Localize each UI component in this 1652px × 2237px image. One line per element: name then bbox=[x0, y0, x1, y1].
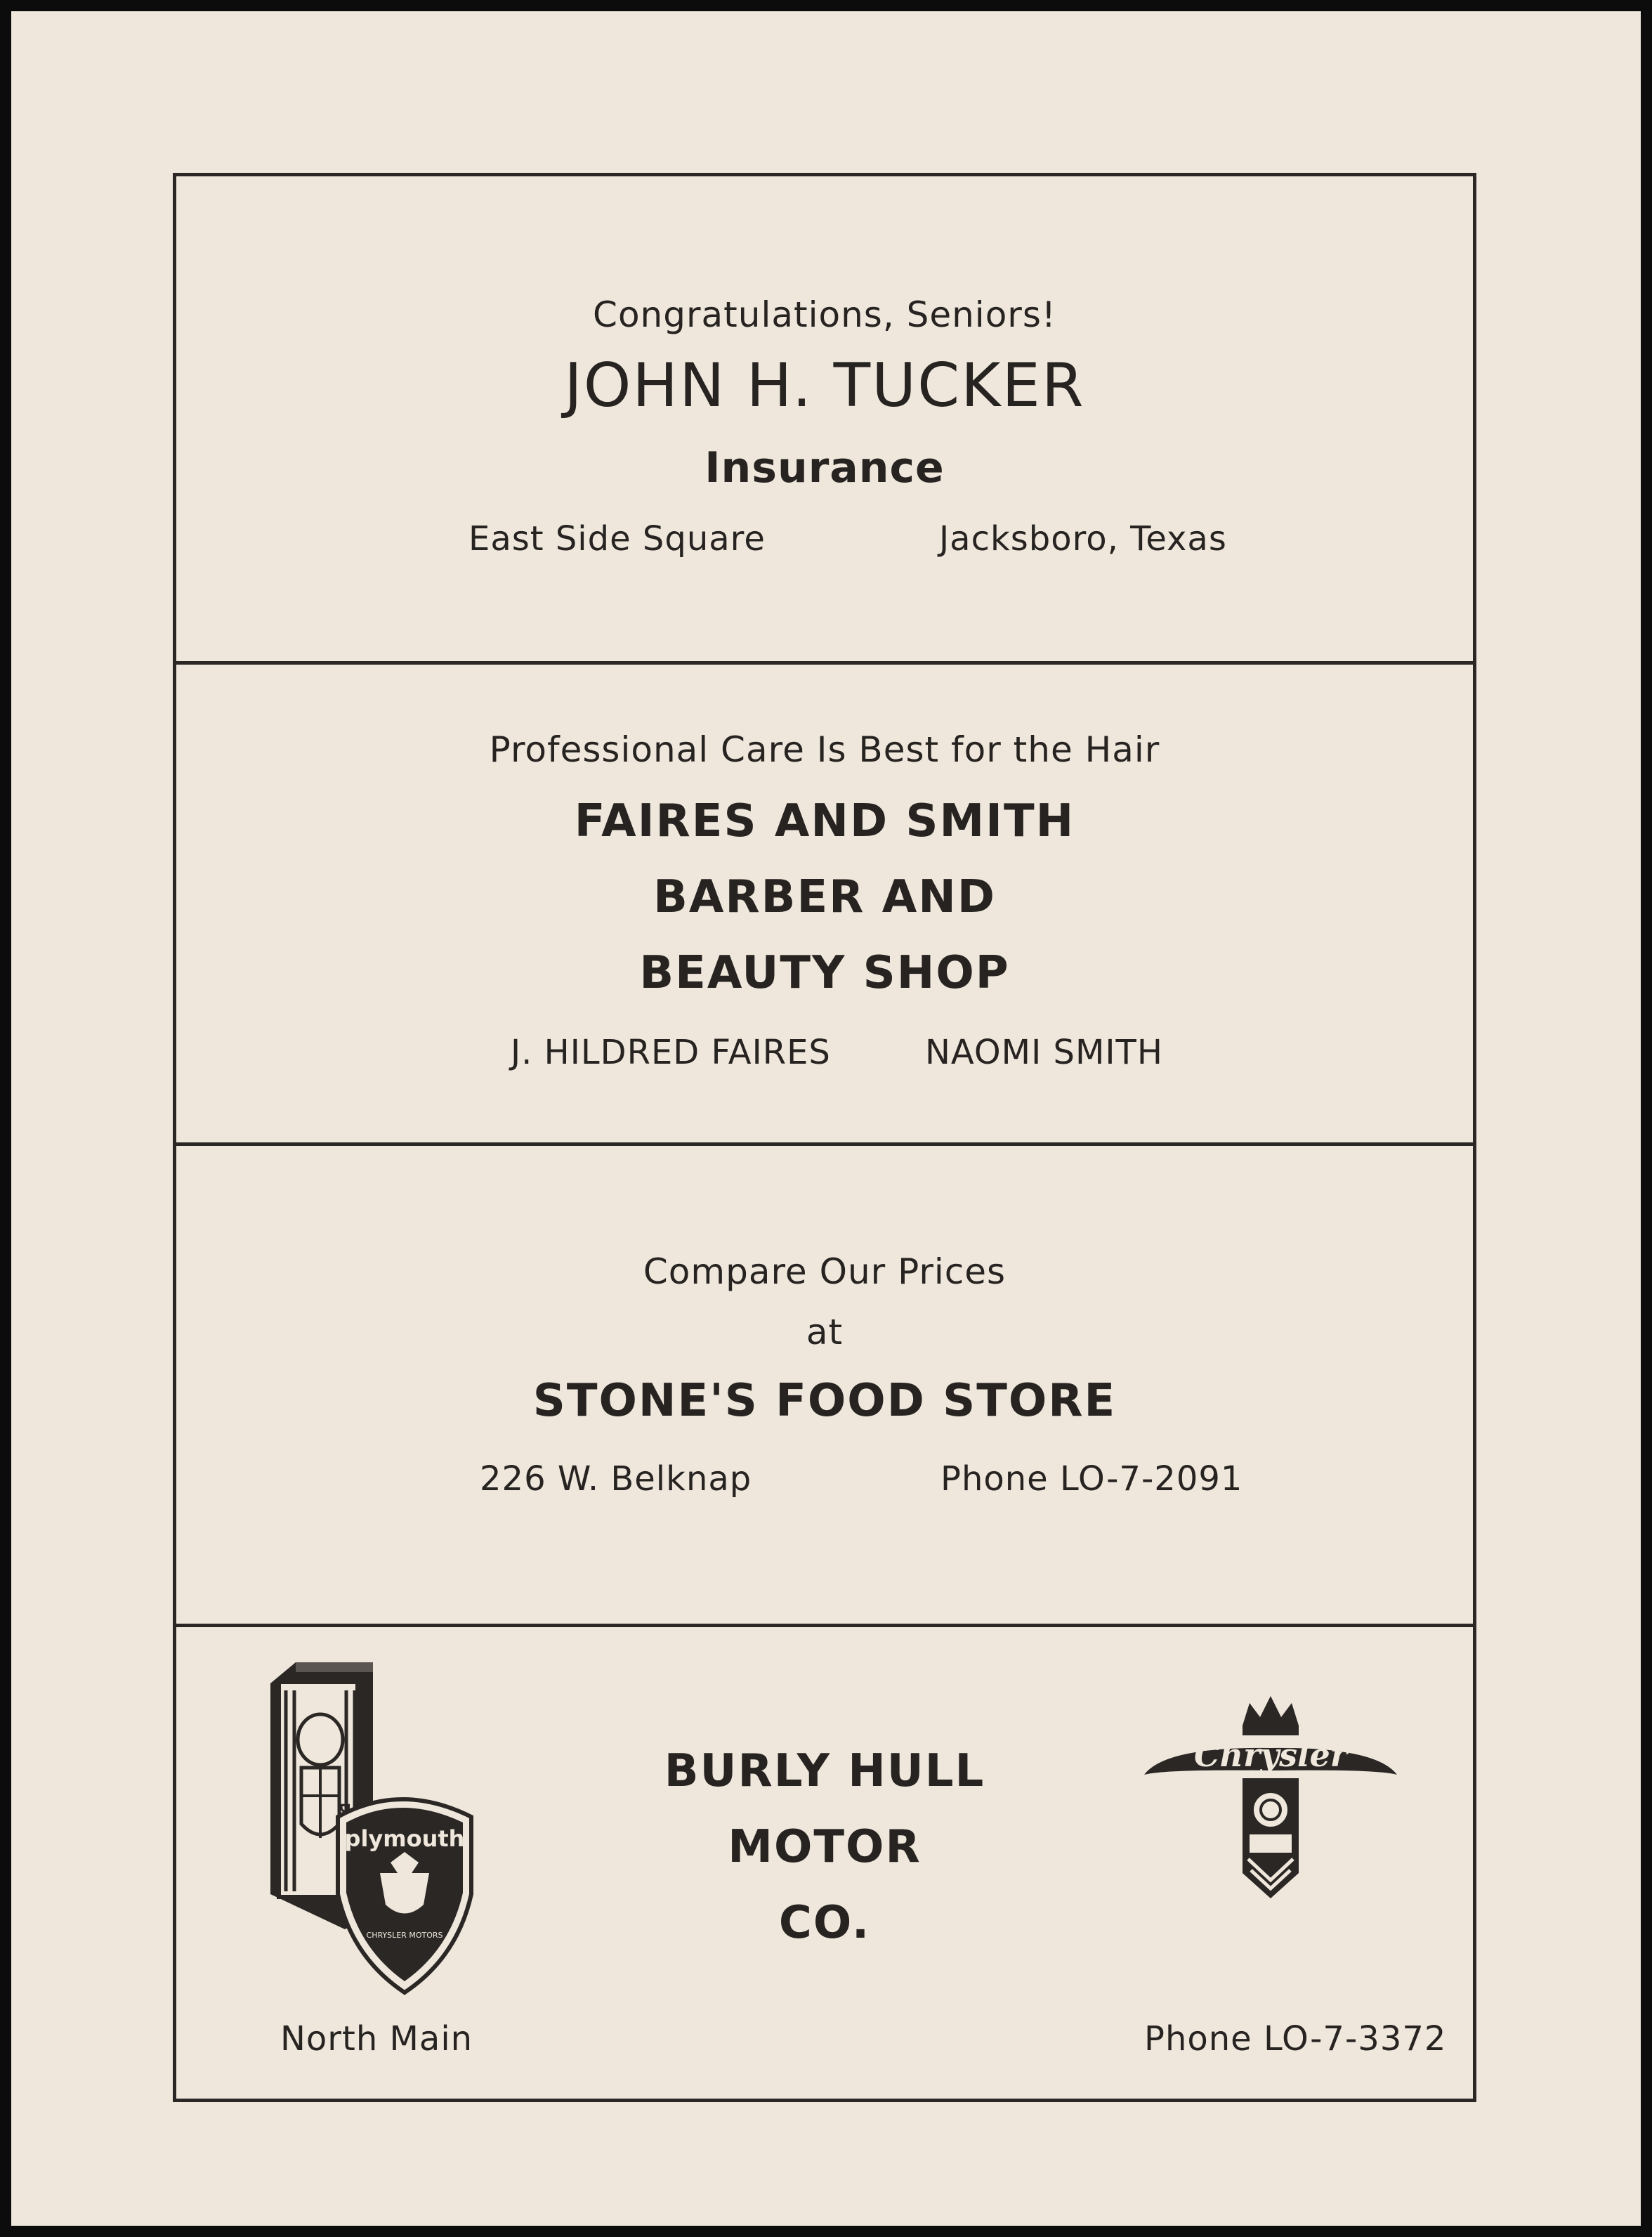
ad-tagline: Professional Care Is Best for the Hair bbox=[489, 729, 1160, 770]
address-text: 226 W. Belknap bbox=[480, 1459, 752, 1499]
phone-text: Phone LO-7-3372 bbox=[1144, 2019, 1447, 2059]
phone-text: Phone LO-7-2091 bbox=[940, 1459, 1243, 1499]
svg-text:plymouth: plymouth bbox=[344, 1825, 465, 1852]
business-name: JOHN H. TUCKER bbox=[564, 351, 1085, 421]
ad-burly-hull-motor bbox=[176, 1627, 1473, 2099]
address-text: North Main bbox=[280, 2019, 473, 2059]
ad-faires-smith bbox=[176, 665, 1473, 1146]
chrysler-logo bbox=[1137, 1690, 1404, 1901]
ad-tagline: Congratulations, Seniors! bbox=[593, 294, 1056, 335]
yearbook-page bbox=[11, 11, 1641, 2226]
business-name-line: MOTOR bbox=[728, 1821, 922, 1873]
owner-name: NAOMI SMITH bbox=[925, 1033, 1163, 1072]
ad-john-tucker bbox=[176, 176, 1473, 665]
business-name-line: CO. bbox=[778, 1897, 871, 1949]
chrysler-crest-icon bbox=[1144, 1696, 1397, 1898]
business-name-line: BURLY HULL bbox=[664, 1745, 985, 1797]
business-name-line: BARBER AND bbox=[653, 871, 996, 923]
address-text: East Side Square bbox=[468, 519, 766, 559]
business-type: Insurance bbox=[704, 443, 945, 493]
ad-frame bbox=[173, 173, 1476, 2102]
svg-text:CHRYSLER MOTORS: CHRYSLER MOTORS bbox=[366, 1931, 443, 1940]
owner-name: J. HILDRED FAIRES bbox=[511, 1033, 831, 1072]
ad-stones-food-store bbox=[176, 1146, 1473, 1627]
ad-connector: at bbox=[806, 1312, 844, 1352]
business-name: STONE'S FOOD STORE bbox=[532, 1375, 1117, 1427]
city-text: Jacksboro, Texas bbox=[939, 519, 1227, 559]
business-name-line: BEAUTY SHOP bbox=[639, 947, 1010, 999]
svg-text:Chrysler: Chrysler bbox=[1194, 1736, 1347, 1774]
ad-tagline: Compare Our Prices bbox=[643, 1251, 1007, 1292]
business-name-line: FAIRES AND SMITH bbox=[574, 795, 1075, 847]
